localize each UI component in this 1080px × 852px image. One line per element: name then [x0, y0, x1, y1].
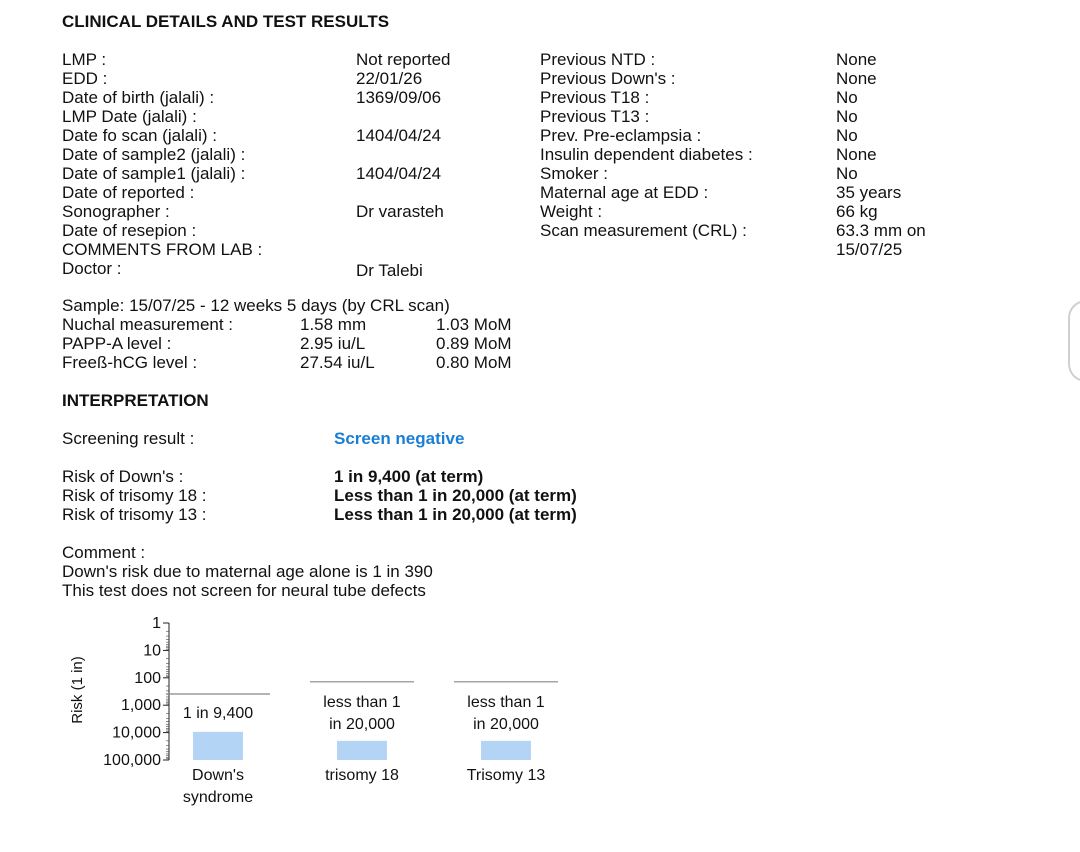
details-right-values: [836, 50, 926, 259]
detail-value: 1404/04/24: [356, 126, 442, 145]
detail-value: 15/07/25: [836, 240, 903, 259]
detail-label: Previous T18 :: [540, 88, 650, 107]
detail-value: [356, 183, 451, 202]
measurement-value: 2.95 iu/L: [300, 334, 366, 353]
detail-value: 66 kg: [836, 202, 878, 221]
comment-block: [62, 543, 433, 600]
measurement-label: PAPP-A level :: [62, 334, 172, 353]
bar-data-label: 1 in 9,400: [182, 704, 254, 722]
category-label: syndrome: [182, 789, 254, 806]
detail-value: [356, 221, 451, 240]
y-tick-label: 1,000: [120, 697, 161, 715]
risk-labels: [62, 467, 207, 524]
detail-label: LMP Date (jalali) :: [62, 107, 197, 126]
detail-label: COMMENTS FROM LAB :: [62, 240, 263, 259]
detail-value: [356, 107, 451, 126]
detail-label: Previous NTD :: [540, 50, 656, 69]
detail-label: Weight :: [540, 202, 603, 221]
detail-value: No: [836, 88, 858, 107]
detail-value: No: [836, 107, 858, 126]
detail-value: None: [836, 145, 877, 164]
detail-value: None: [836, 69, 877, 88]
measurement-values: [300, 315, 375, 372]
detail-label: Date of sample2 (jalali) :: [62, 145, 246, 164]
risk-value: Less than 1 in 20,000 (at term): [334, 505, 577, 524]
detail-value: Dr varasteh: [356, 202, 444, 221]
y-axis-label: Risk (1 in): [69, 656, 86, 724]
risk-bar: [481, 741, 531, 760]
y-tick-label: 10: [143, 642, 161, 660]
detail-value: None: [836, 50, 877, 69]
risk-label: Risk of trisomy 18 :: [62, 486, 207, 505]
y-tick-label: 1: [152, 615, 161, 632]
detail-label: Maternal age at EDD :: [540, 183, 709, 202]
detail-value: [356, 240, 451, 259]
bar-data-label: less than 1: [467, 693, 545, 711]
measurement-moms: [436, 315, 512, 372]
measurement-label: Freeß-hCG level :: [62, 353, 198, 372]
y-tick-label: 100,000: [103, 752, 161, 769]
detail-label: Smoker :: [540, 164, 609, 183]
detail-value: 63.3 mm on: [836, 221, 926, 240]
detail-value: 22/01/26: [356, 69, 423, 88]
risk-label: Risk of Down's :: [62, 467, 184, 486]
detail-label: Scan measurement (CRL) :: [540, 221, 747, 240]
risk-label: Risk of trisomy 13 :: [62, 505, 207, 524]
y-tick-label: 100: [134, 669, 161, 687]
interpretation-title: INTERPRETATION: [62, 391, 209, 410]
risk-bar: [337, 741, 387, 760]
risk-value: 1 in 9,400 (at term): [334, 467, 484, 486]
details-left-values: [356, 50, 451, 280]
details-right-labels: [540, 50, 753, 259]
detail-value: 1369/09/06: [356, 88, 442, 107]
comment-line: This test does not screen for neural tube defects: [62, 581, 426, 600]
risk-chart: [0, 600, 620, 830]
detail-value: No: [836, 126, 858, 145]
y-tick-label: 10,000: [112, 724, 161, 742]
detail-label: [540, 240, 753, 259]
comment-label: Comment :: [62, 543, 146, 562]
detail-label: LMP :: [62, 50, 107, 69]
detail-label: EDD :: [62, 69, 108, 88]
measurement-mom: 1.03 MoM: [436, 315, 512, 334]
detail-label: Previous Down's :: [540, 69, 676, 88]
screening-label: Screening result :: [62, 429, 195, 448]
detail-value: 35 years: [836, 183, 902, 202]
scroll-handle[interactable]: [1068, 300, 1080, 382]
detail-label: Insulin dependent diabetes :: [540, 145, 753, 164]
detail-value: Dr Talebi: [356, 261, 423, 280]
detail-label: Doctor :: [62, 259, 122, 278]
risk-bar: [193, 732, 243, 760]
comment-line: Down's risk due to maternal age alone is 1 in 390: [62, 562, 433, 581]
detail-value: Not reported: [356, 50, 451, 69]
detail-value: No: [836, 164, 858, 183]
measurement-mom: 0.80 MoM: [436, 353, 512, 372]
measurement-mom: 0.89 MoM: [436, 334, 512, 353]
measurement-value: 1.58 mm: [300, 315, 367, 334]
detail-value: 1404/04/24: [356, 164, 442, 183]
bar-data-label: in 20,000: [473, 715, 539, 733]
sample-line: Sample: 15/07/25 - 12 weeks 5 days (by CRL scan): [62, 296, 450, 315]
detail-label: Prev. Pre-eclampsia :: [540, 126, 702, 145]
risk-value: Less than 1 in 20,000 (at term): [334, 486, 577, 505]
detail-value: [356, 145, 451, 164]
detail-label: Date of reported :: [62, 183, 195, 202]
detail-label: Date of sample1 (jalali) :: [62, 164, 246, 183]
section-title: CLINICAL DETAILS AND TEST RESULTS: [62, 12, 390, 31]
detail-label: Date fo scan (jalali) :: [62, 126, 217, 145]
screening-result: Screen negative: [334, 429, 465, 448]
detail-label: Date of resepion :: [62, 221, 197, 240]
category-label: trisomy 18: [325, 767, 399, 784]
measurement-labels: [62, 315, 233, 372]
bar-data-label: less than 1: [323, 693, 401, 711]
measurement-value: 27.54 iu/L: [300, 353, 375, 372]
detail-label: Sonographer :: [62, 202, 170, 221]
bar-data-label: in 20,000: [329, 715, 395, 733]
risk-values: [334, 467, 577, 524]
category-label: Trisomy 13: [466, 767, 546, 784]
measurement-label: Nuchal measurement :: [62, 315, 234, 334]
detail-label: Previous T13 :: [540, 107, 650, 126]
detail-label: Date of birth (jalali) :: [62, 88, 215, 107]
details-left-labels: [62, 50, 262, 278]
category-label: Down's: [192, 767, 244, 784]
